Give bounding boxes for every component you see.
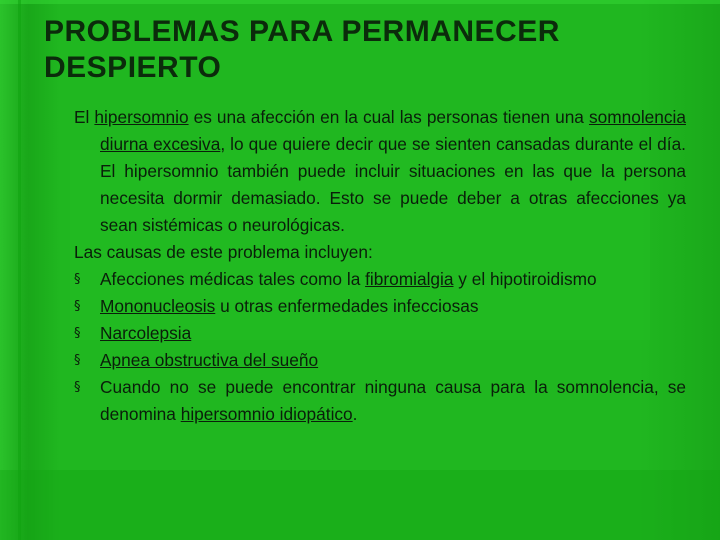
mononucleosis-link[interactable]: Mononucleosis xyxy=(100,296,216,316)
apnea-link[interactable]: Apnea obstructiva del sueño xyxy=(100,350,319,370)
intro-text: , lo que quiere decir que se sienten cansadas durante el día. El hipersomnio también puede incluir situaciones en las que la persona necesita dormir demasiado. Esto se puede deber a otras afecciones ya sean sistémicas o neurológicas. xyxy=(100,134,686,235)
narcolepsia-link[interactable]: Narcolepsia xyxy=(100,323,192,343)
hipersomnio-idiopatico-link[interactable]: hipersomnio idiopático xyxy=(180,404,353,424)
list-item xyxy=(74,320,686,347)
slide-title: PROBLEMAS PARA PERMANECER DESPIERTO xyxy=(44,15,560,84)
bullet-icon: § xyxy=(74,380,81,395)
background-stripe xyxy=(0,470,720,540)
bullet-text: u otras enfermedades infecciosas xyxy=(215,296,479,316)
background-stripe xyxy=(0,0,720,4)
slide-body xyxy=(74,104,686,428)
background-stripe xyxy=(18,0,21,540)
hipersomnio-link[interactable]: hipersomnio xyxy=(94,107,189,127)
list-item xyxy=(74,347,686,374)
fibromialgia-link[interactable]: fibromialgia xyxy=(365,269,454,289)
bullet-icon: § xyxy=(74,326,81,341)
list-item xyxy=(74,293,686,320)
bullet-icon: § xyxy=(74,353,81,368)
list-item xyxy=(74,266,686,293)
bullet-text: y el hipotiroidismo xyxy=(453,269,597,289)
bullet-text: . xyxy=(352,404,358,424)
bullet-text: Afecciones médicas tales como la xyxy=(100,269,366,289)
bullet-text: Cuando no se puede encontrar ninguna causa para la somnolencia, se denomina xyxy=(100,377,686,424)
intro-paragraph xyxy=(74,104,686,239)
somnolencia-link[interactable]: somnolencia diurna excesiva xyxy=(100,107,686,154)
intro-text: es una afección en la cual las personas tienen una xyxy=(188,107,589,127)
causes-list xyxy=(74,266,686,428)
list-item xyxy=(74,374,686,428)
bullet-icon: § xyxy=(74,299,81,314)
intro-text: El xyxy=(74,107,95,127)
causes-heading: Las causas de este problema incluyen: xyxy=(74,242,373,262)
bullet-icon: § xyxy=(74,272,81,287)
